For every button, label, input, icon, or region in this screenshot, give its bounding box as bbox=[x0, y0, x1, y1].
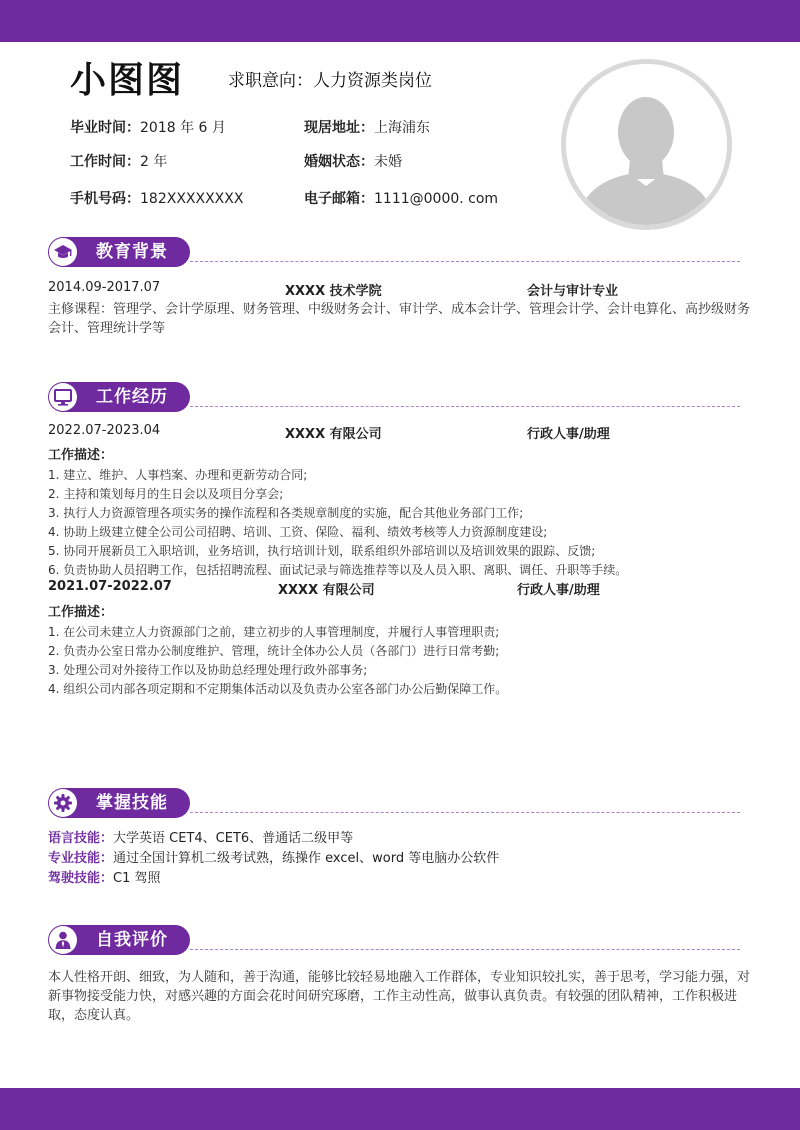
email-value: 1111@0000. com bbox=[374, 191, 499, 207]
skill-value: 大学英语 CET4、CET6、普通话二级甲等 bbox=[113, 831, 354, 846]
list-item: 4. 协助上级建立健全公司公司招聘、培训、工资、保险、福利、绩效考核等人力资源制度建设; bbox=[48, 525, 548, 539]
list-item: 6. 负责协助人员招聘工作，包括招聘流程、面试记录与筛选推荐等以及人员入职、离职、调任、升职等手续。 bbox=[48, 563, 628, 577]
education-courses: 主修课程：管理学、会计学原理、财务管理、中级财务会计、审计学、成本会计学、管理会计学、会计电算化、高抄级财务会计、管理统计学等 bbox=[48, 302, 751, 336]
graduation-time-value: 2018 年 6 月 bbox=[140, 120, 226, 136]
job-duties-list bbox=[48, 466, 627, 580]
section-icon-badge bbox=[49, 789, 77, 817]
section-header-work bbox=[48, 382, 740, 412]
job-desc-label: 工作描述： bbox=[48, 448, 114, 463]
bottom-accent-bar bbox=[0, 1088, 800, 1130]
list-item: 1. 建立、维护、人事档案、办理和更新劳动合同; bbox=[48, 468, 308, 482]
skill-value: C1 驾照 bbox=[113, 871, 161, 886]
section-title-education: 教育背景 bbox=[96, 242, 168, 262]
graduation-time bbox=[70, 117, 226, 137]
profile-photo bbox=[561, 59, 732, 230]
job-duties-list bbox=[48, 623, 507, 699]
skill-value: 通过全国计算机二级考试熟，练操作 excel、word 等电脑办公软件 bbox=[113, 851, 500, 866]
job-period: 2022.07-2023.04 bbox=[48, 423, 161, 438]
marital-status-label: 婚姻状态： bbox=[304, 154, 374, 170]
list-item: 3. 处理公司对外接待工作以及协助总经理处理行政外部事务; bbox=[48, 663, 368, 677]
section-header-self-eval bbox=[48, 925, 740, 955]
job-desc-label: 工作描述： bbox=[48, 605, 114, 620]
job-position: 行政人事/助理 bbox=[517, 583, 600, 598]
email-label: 电子邮箱： bbox=[304, 191, 374, 207]
section-title-work: 工作经历 bbox=[96, 387, 168, 407]
job-intent-label: 求职意向： bbox=[228, 71, 313, 91]
job-company: XXXX 有限公司 bbox=[278, 583, 375, 598]
marital-status bbox=[304, 151, 402, 171]
list-item: 1. 在公司未建立人力资源部门之前，建立初步的人事管理制度，并履行人事管理职责; bbox=[48, 625, 500, 639]
avatar-placeholder-icon bbox=[566, 64, 727, 225]
skill-driving bbox=[48, 867, 161, 886]
section-divider bbox=[190, 949, 740, 950]
current-address-value: 上海浦东 bbox=[374, 120, 430, 136]
section-title-self-eval: 自我评价 bbox=[96, 930, 168, 950]
list-item: 3. 执行人力资源管理各项实务的操作流程和各类规章制度的实施，配合其他业务部门工作; bbox=[48, 506, 524, 520]
job-position: 行政人事/助理 bbox=[527, 427, 610, 442]
education-major: 会计与审计专业 bbox=[527, 284, 619, 299]
skill-label: 语言技能： bbox=[48, 831, 114, 846]
section-icon-badge bbox=[49, 926, 77, 954]
education-period: 2014.09-2017.07 bbox=[48, 280, 161, 295]
skill-professional bbox=[48, 847, 499, 866]
work-duration-value: 2 年 bbox=[140, 154, 168, 170]
section-header-education bbox=[48, 237, 740, 267]
marital-status-value: 未婚 bbox=[374, 154, 402, 170]
work-duration bbox=[70, 151, 167, 171]
job-intent-value: 人力资源类岗位 bbox=[313, 71, 432, 91]
monitor-icon bbox=[53, 387, 73, 407]
section-divider bbox=[190, 812, 740, 813]
section-divider bbox=[190, 261, 740, 262]
gear-icon bbox=[53, 793, 73, 813]
list-item: 2. 负责办公室日常办公制度维护、管理，统计全体办公人员（各部门）进行日常考勤; bbox=[48, 644, 500, 658]
phone-number-value: 182XXXXXXXX bbox=[140, 191, 244, 207]
person-icon bbox=[53, 930, 73, 950]
current-address bbox=[304, 117, 430, 137]
section-divider bbox=[190, 406, 740, 407]
job-period: 2021.07-2022.07 bbox=[48, 579, 172, 594]
skill-language bbox=[48, 827, 353, 846]
top-accent-bar bbox=[0, 0, 800, 42]
current-address-label: 现居地址： bbox=[304, 120, 374, 136]
section-header-skills bbox=[48, 788, 740, 818]
section-icon-badge bbox=[49, 238, 77, 266]
phone-number-label: 手机号码： bbox=[70, 191, 140, 207]
self-evaluation-text: 本人性格开朗、细致，为人随和，善于沟通，能够比较轻易地融入工作群体，专业知识较扎实，善于思考，学习能力强，对新事物接受能力快，对感兴趣的方面会花时间研究琢磨，工作主动性高，做事认真负责。有较强的团队精神，工作积极进取，态度认真。 bbox=[48, 970, 751, 1023]
section-title-skills: 掌握技能 bbox=[96, 793, 168, 813]
list-item: 4. 组织公司内部各项定期和不定期集体活动以及负责办公室各部门办公后勤保障工作。 bbox=[48, 682, 508, 696]
job-company: XXXX 有限公司 bbox=[285, 427, 382, 442]
email bbox=[304, 188, 498, 208]
work-duration-label: 工作时间： bbox=[70, 154, 140, 170]
graduation-time-label: 毕业时间： bbox=[70, 120, 140, 136]
job-intent bbox=[228, 66, 432, 91]
section-icon-badge bbox=[49, 383, 77, 411]
skill-label: 专业技能： bbox=[48, 851, 114, 866]
graduation-cap-icon bbox=[53, 242, 73, 262]
candidate-name: 小图图 bbox=[70, 60, 185, 101]
skill-label: 驾驶技能： bbox=[48, 871, 114, 886]
education-school: XXXX 技术学院 bbox=[285, 284, 382, 299]
list-item: 5. 协同开展新员工入职培训，业务培训，执行培训计划，联系组织外部培训以及培训效果的跟踪、反馈; bbox=[48, 544, 596, 558]
list-item: 2. 主持和策划每月的生日会以及项目分享会; bbox=[48, 487, 284, 501]
phone-number bbox=[70, 188, 243, 208]
